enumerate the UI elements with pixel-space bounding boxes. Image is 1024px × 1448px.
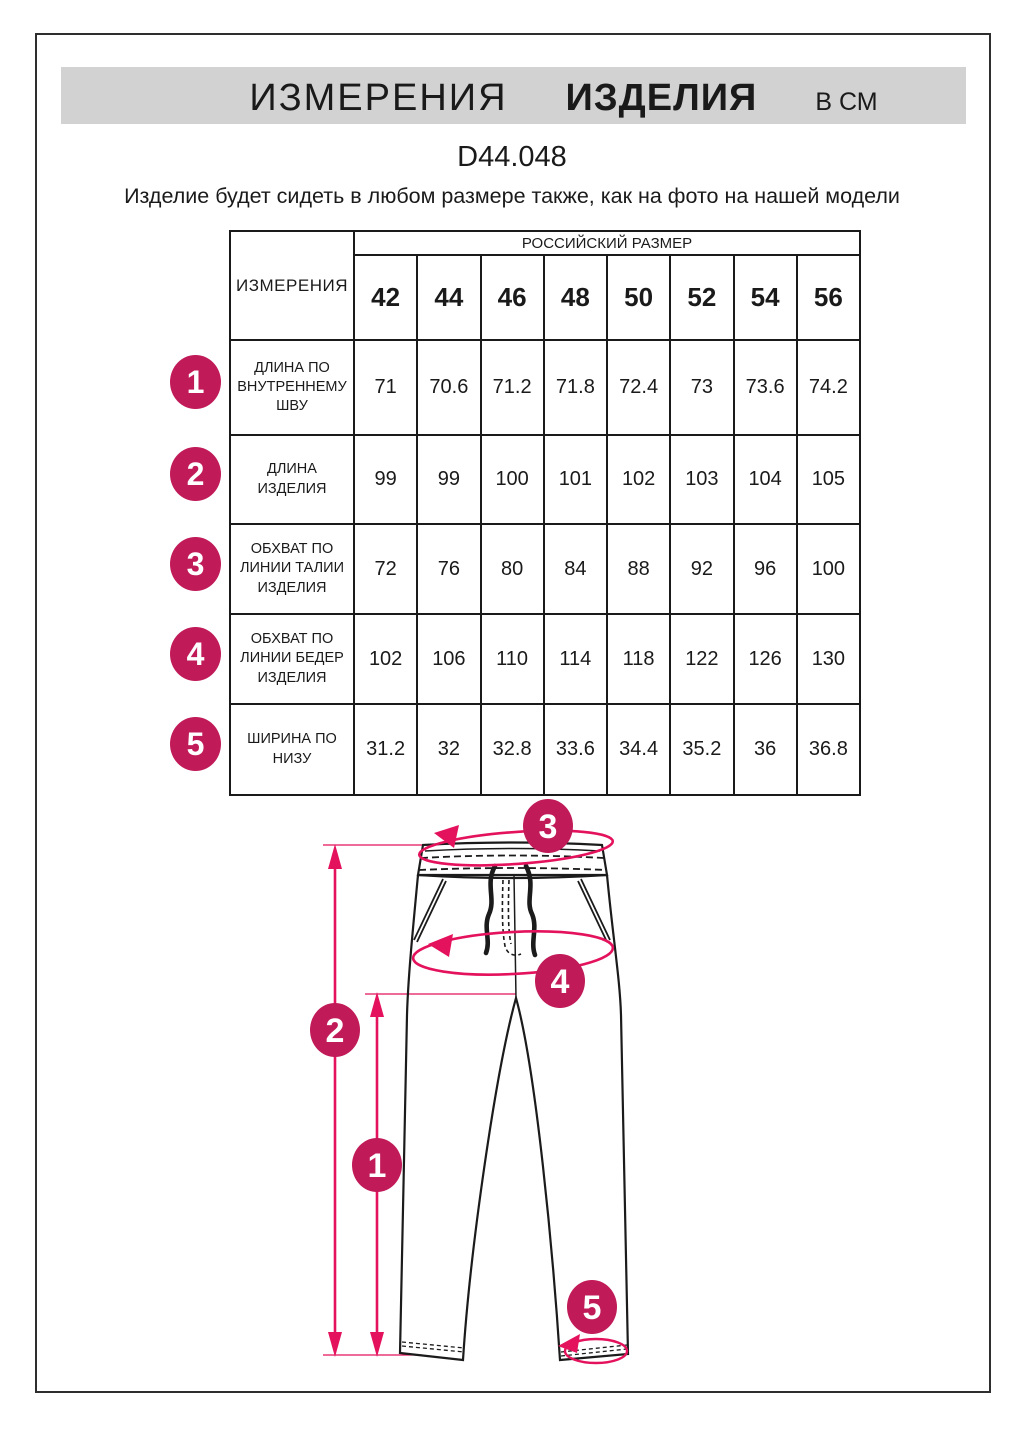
row-number-badge-5: 5 — [170, 717, 221, 771]
size-56: 56 — [797, 255, 860, 340]
value-cell: 36.8 — [797, 704, 860, 795]
russian-size-header: РОССИЙСКИЙ РАЗМЕР — [354, 231, 860, 255]
row-number-badge-2: 2 — [170, 447, 221, 501]
value-cell: 101 — [544, 435, 607, 524]
measurements-column-header: ИЗМЕРЕНИЯ — [230, 231, 354, 340]
length-arrow-2 — [328, 844, 342, 1357]
value-cell: 31.2 — [354, 704, 417, 795]
value-cell: 88 — [607, 524, 670, 614]
value-cell: 72.4 — [607, 340, 670, 435]
size-50: 50 — [607, 255, 670, 340]
table-row-inseam — [230, 340, 860, 435]
title-banner — [61, 67, 966, 124]
table-row-length — [230, 435, 860, 524]
table-row-waist — [230, 524, 860, 614]
model-code: D44.048 — [457, 141, 567, 173]
size-42: 42 — [354, 255, 417, 340]
hip-ellipse-4 — [412, 927, 614, 979]
diagram-badge-2 — [310, 1003, 360, 1057]
value-cell: 70.6 — [417, 340, 480, 435]
diagram-badge-5 — [567, 1280, 617, 1334]
value-cell: 114 — [544, 614, 607, 704]
value-cell: 80 — [481, 524, 544, 614]
value-cell: 84 — [544, 524, 607, 614]
size-52: 52 — [670, 255, 733, 340]
row-number-badge-1: 1 — [170, 355, 221, 409]
fly-stitch-left — [502, 880, 521, 955]
svg-text:4: 4 — [550, 963, 570, 1001]
table-header-row-group — [230, 231, 860, 255]
title-unit: В СМ — [815, 88, 878, 116]
value-cell: 100 — [481, 435, 544, 524]
hem-stitching — [402, 1342, 627, 1356]
pocket-right — [578, 879, 610, 942]
value-cell: 106 — [417, 614, 480, 704]
size-44: 44 — [417, 255, 480, 340]
value-cell: 130 — [797, 614, 860, 704]
value-cell: 122 — [670, 614, 733, 704]
value-cell: 99 — [417, 435, 480, 524]
measurement-label: ОБХВАТ ПО ЛИНИИ ТАЛИИ ИЗДЕЛИЯ — [230, 524, 354, 614]
center-front-seam — [514, 875, 516, 998]
svg-text:2: 2 — [325, 1012, 345, 1050]
diagram-badge-1 — [352, 1138, 402, 1192]
value-cell: 102 — [607, 435, 670, 524]
value-cell: 100 — [797, 524, 860, 614]
fit-note: Изделие будет сидеть в любом размере также, как на фото на нашей модели — [124, 184, 900, 208]
diagram-badge-3 — [523, 799, 573, 853]
pants-technical-drawing — [300, 780, 700, 1400]
value-cell: 126 — [734, 614, 797, 704]
value-cell: 33.6 — [544, 704, 607, 795]
svg-text:5: 5 — [582, 1289, 602, 1327]
drawstring-cords — [486, 866, 535, 955]
measurements-table — [229, 230, 861, 796]
size-48: 48 — [544, 255, 607, 340]
svg-text:1: 1 — [367, 1147, 387, 1185]
value-cell: 71.2 — [481, 340, 544, 435]
value-cell: 71 — [354, 340, 417, 435]
value-cell: 32.8 — [481, 704, 544, 795]
value-cell: 102 — [354, 614, 417, 704]
value-cell: 118 — [607, 614, 670, 704]
svg-text:3: 3 — [538, 808, 558, 846]
size-54: 54 — [734, 255, 797, 340]
value-cell: 74.2 — [797, 340, 860, 435]
diagram-badge-4 — [535, 954, 585, 1008]
pocket-left — [414, 879, 446, 942]
table-row-hips — [230, 614, 860, 704]
title-word-product: ИЗДЕЛИЯ — [565, 77, 758, 119]
value-cell: 36 — [734, 704, 797, 795]
fly-stitch-right — [508, 880, 511, 944]
measurement-label: ДЛИНА ПО ВНУТРЕННЕМУ ШВУ — [230, 340, 354, 435]
value-cell: 72 — [354, 524, 417, 614]
value-cell: 105 — [797, 435, 860, 524]
value-cell: 71.8 — [544, 340, 607, 435]
row-number-badge-3: 3 — [170, 537, 221, 591]
size-46: 46 — [481, 255, 544, 340]
value-cell: 73 — [670, 340, 733, 435]
title-word-measurements: ИЗМЕРЕНИЯ — [249, 77, 508, 119]
value-cell: 35.2 — [670, 704, 733, 795]
value-cell: 73.6 — [734, 340, 797, 435]
value-cell: 99 — [354, 435, 417, 524]
measurement-label: ДЛИНА ИЗДЕЛИЯ — [230, 435, 354, 524]
value-cell: 34.4 — [607, 704, 670, 795]
value-cell: 96 — [734, 524, 797, 614]
value-cell: 104 — [734, 435, 797, 524]
measurement-label: ШИРИНА ПО НИЗУ — [230, 704, 354, 795]
value-cell: 76 — [417, 524, 480, 614]
measurement-label: ОБХВАТ ПО ЛИНИИ БЕДЕР ИЗДЕЛИЯ — [230, 614, 354, 704]
value-cell: 92 — [670, 524, 733, 614]
waistband-stitch-bottom — [419, 868, 606, 870]
row-number-badge-4: 4 — [170, 627, 221, 681]
value-cell: 32 — [417, 704, 480, 795]
value-cell: 103 — [670, 435, 733, 524]
value-cell: 110 — [481, 614, 544, 704]
